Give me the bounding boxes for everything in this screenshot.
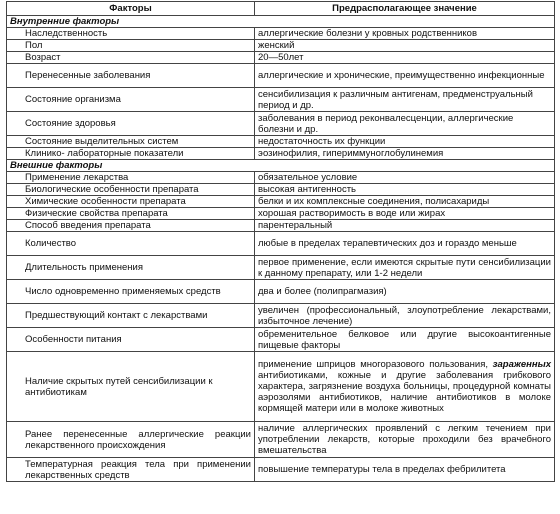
value-cell: наличие аллергических проявлений с легким течением при употреблении лекарств, которые проходили без врачебного вмешательства xyxy=(255,422,555,458)
value-cell: недостаточность их функции xyxy=(255,136,555,148)
header-significance: Предрасполагающее значение xyxy=(255,2,555,16)
table-row xyxy=(7,40,555,52)
value-cell: первое применение, если имеются скрытые пути сенсибилизации к данному препарату, или 1-2 недели xyxy=(255,256,555,280)
table-row xyxy=(7,112,555,136)
value-cell: заболевания в период реконвалесценции, аллергические болезни и др. xyxy=(255,112,555,136)
table-row xyxy=(7,352,555,422)
factor-cell: Физические свойства препарата xyxy=(7,208,255,220)
factor-cell: Перенесенные заболевания xyxy=(7,64,255,88)
value-cell xyxy=(255,352,555,422)
value-cell: хорошая растворимость в воде или жирах xyxy=(255,208,555,220)
value-cell: увеличен (профессиональный, злоупотребление лекарствами, избыточное лечение) xyxy=(255,304,555,328)
value-cell: высокая антигенность xyxy=(255,184,555,196)
value-cell: обязательное условие xyxy=(255,172,555,184)
factor-cell: Химические особенности препарата xyxy=(7,196,255,208)
value-cell: аллергические болезни у кровных родственников xyxy=(255,28,555,40)
factor-cell: Возраст xyxy=(7,52,255,64)
factor-cell: Клинико- лабораторные показатели xyxy=(7,148,255,160)
value-cell: обременительное белковое или другие высокоантигенные пищевые факторы xyxy=(255,328,555,352)
table-row xyxy=(7,328,555,352)
value-cell: любые в пределах терапевтических доз и гораздо меньше xyxy=(255,232,555,256)
value-text-part: применение шприцов многоразового пользования, xyxy=(258,359,488,370)
table-row xyxy=(7,196,555,208)
table-row xyxy=(7,136,555,148)
factor-cell: Биологические особенности препарата xyxy=(7,184,255,196)
value-cell: белки и их комплексные соединения, полисахариды xyxy=(255,196,555,208)
risk-factors-table xyxy=(6,1,555,482)
factor-cell: Предшествующий контакт с лекарствами xyxy=(7,304,255,328)
value-cell: повышение температуры тела в пределах фебрилитета xyxy=(255,458,555,482)
factor-cell: Длительность применения xyxy=(7,256,255,280)
factor-cell: Состояние выделительных систем xyxy=(7,136,255,148)
table-row xyxy=(7,256,555,280)
value-text-part: антибиотиками, кожные и другие заболевания грибкового характера, загрязнение воздуха больницы, процедурной комнаты аэрозолями антибиотиков, наличие антибиотиков в молоке кормящей матери или в молоке животных xyxy=(258,370,551,414)
factor-cell: Состояние здоровья xyxy=(7,112,255,136)
table-row xyxy=(7,232,555,256)
header-factors: Факторы xyxy=(7,2,255,16)
value-cell: эозинофилия, гипериммуноглобулинемия xyxy=(255,148,555,160)
table-row xyxy=(7,64,555,88)
value-cell: парентеральный xyxy=(255,220,555,232)
value-cell: сенсибилизация к различным антигенам, предменструальный период и др. xyxy=(255,88,555,112)
value-cell: 20—50лет xyxy=(255,52,555,64)
section-row xyxy=(7,16,555,28)
factor-cell: Особенности питания xyxy=(7,328,255,352)
table-row xyxy=(7,208,555,220)
value-cell: два и более (полипрагмазия) xyxy=(255,280,555,304)
section-internal-title: Внутренние факторы xyxy=(7,16,555,28)
table-row xyxy=(7,220,555,232)
factor-cell: Количество xyxy=(7,232,255,256)
value-emphasis: зараженных xyxy=(492,359,552,370)
factor-cell: Температурная реакция тела при применении лекарственных средств xyxy=(7,458,255,482)
table-row xyxy=(7,148,555,160)
section-external-title: Внешние факторы xyxy=(7,160,555,172)
table-row xyxy=(7,458,555,482)
table-row xyxy=(7,184,555,196)
factor-cell: Наличие скрытых путей сенсибилизации к антибиотикам xyxy=(7,352,255,422)
factor-cell: Применение лекарства xyxy=(7,172,255,184)
factor-cell: Способ введения препарата xyxy=(7,220,255,232)
value-cell: женский xyxy=(255,40,555,52)
factor-cell: Ранее перенесенные аллергические реакции лекарственного происхождения xyxy=(7,422,255,458)
section-row xyxy=(7,160,555,172)
table-row xyxy=(7,52,555,64)
value-cell: аллергические и хронические, преимущественно инфекционные xyxy=(255,64,555,88)
table-header-row xyxy=(7,2,555,16)
table-row xyxy=(7,304,555,328)
factor-cell: Пол xyxy=(7,40,255,52)
table-row xyxy=(7,88,555,112)
table-row xyxy=(7,422,555,458)
factor-cell: Состояние организма xyxy=(7,88,255,112)
factor-cell: Число одновременно применяемых средств xyxy=(7,280,255,304)
factor-cell: Наследственность xyxy=(7,28,255,40)
table-row xyxy=(7,280,555,304)
table-row xyxy=(7,172,555,184)
table-row xyxy=(7,28,555,40)
